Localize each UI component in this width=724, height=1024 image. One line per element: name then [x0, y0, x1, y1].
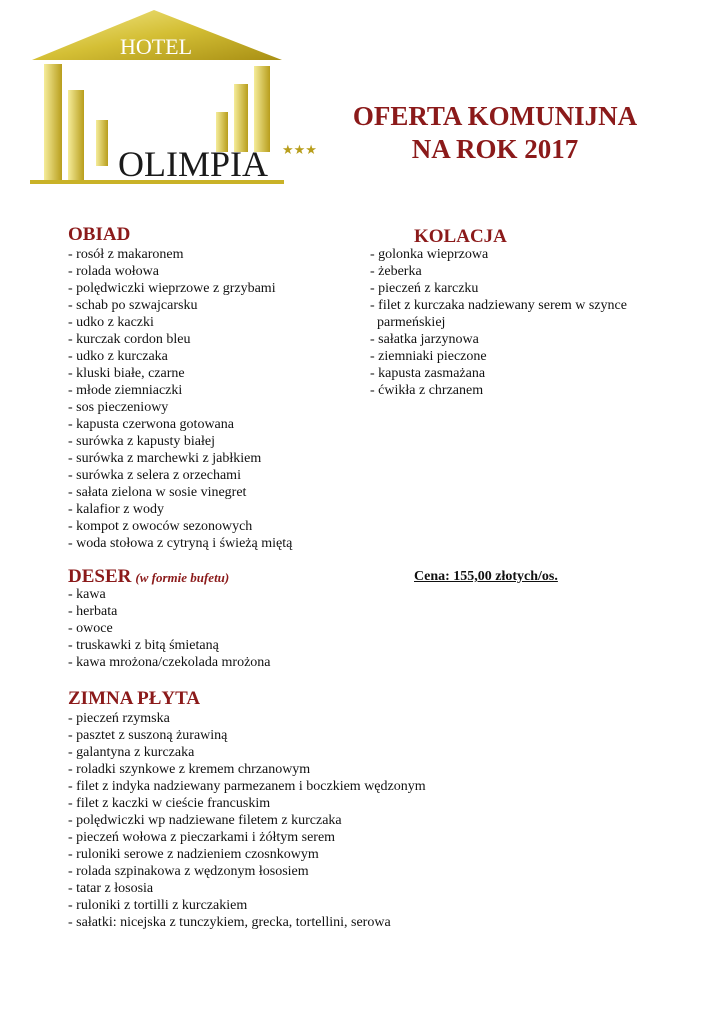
menu-item: - polędwiczki wieprzowe z grzybami	[68, 281, 276, 296]
menu-item: - rolada wołowa	[68, 264, 159, 279]
menu-item: - udko z kurczaka	[68, 349, 168, 364]
menu-item: - polędwiczki wp nadziewane filetem z kurczaka	[68, 813, 342, 828]
logo-hotel-text: HOTEL	[119, 34, 193, 59]
menu-item: - owoce	[68, 621, 113, 636]
menu-item: - ruloniki serowe z nadzieniem czosnkowym	[68, 847, 319, 862]
zimna-plyta-heading: ZIMNA PŁYTA	[68, 688, 201, 709]
menu-item: - pieczeń z karczku	[370, 281, 479, 296]
menu-item: - rolada szpinakowa z wędzonym łososiem	[68, 864, 309, 879]
menu-item: - surówka z marchewki z jabłkiem	[68, 451, 262, 466]
menu-item: - pieczeń wołowa z pieczarkami i żółtym serem	[68, 830, 336, 845]
menu-item: - kompot z owoców sezonowych	[68, 519, 253, 534]
kolacja-heading: KOLACJA	[414, 226, 507, 247]
menu-item: - pieczeń rzymska	[68, 711, 170, 726]
menu-item: - ziemniaki pieczone	[370, 349, 487, 364]
menu-item: - filet z kurczaka nadziewany serem w szynce	[370, 298, 627, 313]
menu-item: - surówka z kapusty białej	[68, 434, 215, 449]
menu-item: - kapusta czerwona gotowana	[68, 417, 234, 432]
menu-item: - filet z kaczki w cieście francuskim	[68, 796, 271, 811]
menu-item: - surówka z selera z orzechami	[68, 468, 241, 483]
menu-item: - herbata	[68, 604, 118, 619]
deser-subheading: (w formie bufetu)	[135, 570, 230, 585]
menu-item: - sałata zielona w sosie vinegret	[68, 485, 247, 500]
menu-item: - sałatki: nicejska z tunczykiem, grecka, tortellini, serowa	[68, 915, 391, 930]
logo-name-text: OLIMPIA	[118, 144, 268, 184]
obiad-heading: OBIAD	[68, 224, 131, 245]
menu-item: - galantyna z kurczaka	[68, 745, 195, 760]
menu-item: - pasztet z suszoną żurawiną	[68, 728, 228, 743]
menu-item: - żeberka	[370, 264, 422, 279]
menu-item: - udko z kaczki	[68, 315, 154, 330]
menu-item: - roladki szynkowe z kremem chrzanowym	[68, 762, 311, 777]
zimna-plyta-list	[68, 710, 426, 931]
menu-item: - rosół z makaronem	[68, 247, 184, 262]
menu-item: - kawa mrożona/czekolada mrożona	[68, 655, 271, 670]
menu-item: - sałatka jarzynowa	[370, 332, 479, 347]
menu-item: - truskawki z bitą śmietaną	[68, 638, 219, 653]
menu-item: parmeńskiej	[370, 315, 446, 330]
obiad-list	[68, 246, 292, 552]
logo-stars: ★★★	[282, 143, 317, 158]
menu-item: - sos pieczeniowy	[68, 400, 169, 415]
offer-title	[330, 100, 660, 166]
hotel-logo	[24, 8, 334, 188]
menu-item: - kapusta zasmażana	[370, 366, 486, 381]
menu-item: - młode ziemniaczki	[68, 383, 183, 398]
menu-item: - woda stołowa z cytryną i świeżą miętą	[68, 536, 293, 551]
deser-heading-text: DESER	[68, 566, 132, 587]
menu-item: - golonka wieprzowa	[370, 247, 489, 262]
menu-item: - schab po szwajcarsku	[68, 298, 198, 313]
kolacja-list	[370, 246, 627, 399]
menu-item: - kawa	[68, 587, 106, 602]
price-label: Cena: 155,00 złotych/os.	[414, 569, 558, 584]
deser-list	[68, 586, 271, 671]
menu-item: - ruloniki z tortilli z kurczakiem	[68, 898, 248, 913]
offer-title-line2: NA ROK 2017	[411, 134, 579, 164]
menu-item: - filet z indyka nadziewany parmezanem i boczkiem wędzonym	[68, 779, 426, 794]
menu-item: - kluski białe, czarne	[68, 366, 185, 381]
menu-item: - kurczak cordon bleu	[68, 332, 191, 347]
offer-title-line1: OFERTA KOMUNIJNA	[352, 101, 638, 131]
menu-item: - ćwikła z chrzanem	[370, 383, 484, 398]
menu-item: - kalafior z wody	[68, 502, 165, 517]
menu-item: - tatar z łososia	[68, 881, 154, 896]
